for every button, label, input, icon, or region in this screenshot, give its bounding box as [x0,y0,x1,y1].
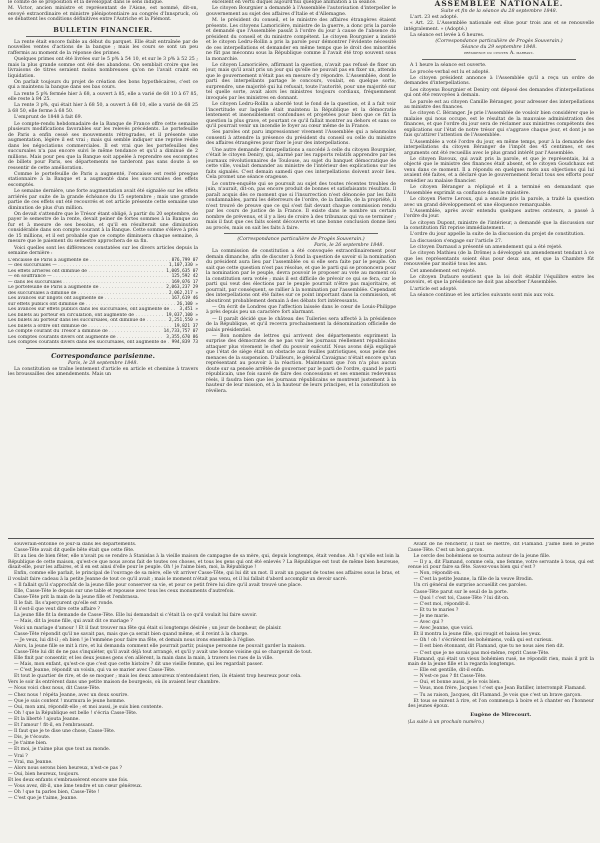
paragraph: Voici un mariage d'amour ! Et il faut trouver ma fête qui était si longtemps désirée ; un jour de bonheur, de plaisir. [14,625,282,631]
ledger-amount: 167,619 46 [171,296,198,302]
paragraph: Comme le portefeuille de Paris a augmenté, l'encaisse est resté presque stationnaire à la Banque et a augmenté dans les succursales des effets escomptés. [8,171,198,188]
paragraph: Le citoyen Darnaud a présenté un amendement qui a été rejeté. [410,245,563,251]
paragraph: — Non, répondit-on. [413,571,461,577]
paragraph: L'ordre du jour appelle la suite de la discussion du projet de constitution. [410,232,585,238]
ledger-label: L'encaisse de Paris a augmenté de . . . [8,258,170,264]
ledger-label: Les avances sur effets publics dans les succursales, ont augmenté de . . . [8,307,177,313]
upper-columns [8,0,594,535]
paragraph: L'article est adopté. [410,286,458,292]
ledger-amount: 2,063,237 29 [166,285,198,291]
dialog-line: — Vrai ? [8,753,28,759]
ledger-amount: 3,451 » [179,307,198,313]
paragraph: Le citoyen Lamoricière, affirmant la question, n'avait pas refusé de fixer un jour, mais qu'il avait pris un jour qui qu'elle ne pouvait pas en fixer un, attendu que le gouvernement n'était pas en mesure d'y répondre. L'Assemblée, dont le parti des interpellants partage le concours, voulait, en quelque sorte, surprendre, une majorité qui lui refusait, toute l'autorité, pour une majorité sur tel quelle sorte, avait alors les ministres toujours cordiaux, fréquemment invoqués par les ministres en donnant. [206,62,396,101]
paragraph: A 1 heure la séance est ouverte. [410,63,487,69]
paragraph: — Elle est gentille, dit-il enfin. [413,668,485,674]
seance-text [404,15,594,39]
intro-text [8,0,198,23]
paragraph: Le citoyen Bavoux, qui avait pris la parole, et que je représentais, lui a objecté que le ministre des finances était absent, et le citoyen Goudchaux est venu dans ce moment. Il a répondu en quelques mots aux objections qui lui avaient été faites, et a déclaré que le gouvernement ferait tous ses efforts pour remédier au malaise financier. [404,156,594,184]
paragraph: M. Victor, ancien ministre et représentant de l'Aisne, est nommé, dit-on, envoyé extraordinaire et ministre plénipotentiaire au congrès d'Innspruck, où se débattent les conditions définitives entre l'Autriche et la Piémont. [8,6,198,23]
column-2 [206,0,396,535]
section-rule [224,233,378,234]
ledger-amount: 19,821 37 [174,323,198,329]
correspondance-caption: (Correspondance particulière de Progès Souverain.) [237,237,365,243]
dialog-line: — Oh ! que tu parles bien, Casse-Tête ! [8,790,100,796]
differences-ledger [8,258,198,346]
paragraph: « Art. 22. L'Assemblée nationale est élue pour trois ans et se renouvelle intégralement. » (Adopté.) [404,21,594,32]
paragraph: Le parole est au citoyen Camille Béranger, pour adresser des interpellations au ministre des finances. [404,99,594,111]
dialog-line: — C'est que je t'aime, Jeanne. [8,796,78,802]
feuilleton-right [408,542,594,842]
paragraph: Le citoyen Ledru-Rollin a abordé tout le fond de la question, et il a fait voir l'incertitude sur laquelle était maintenu la République et la démocratie lentement et insensiblement confondues et projetées pour bien que ce fût la question la plus grave, et pourtant ce qu'il fallait montrer au dehors et sans ce qu'il pourrait venir un incendie le foyer au cœur même de la France. [206,102,396,130]
paragraph: Une autre demande d'interpellations a succédé à celle du citoyen Bourgnier, c'était le citoyen Deniry, qui, alarmé par les rapports relatifs apprendre par les journaux révolutionnaires de Toulouse, au sujet du banquet démocratique de cette ville, voulait demander au ministre de l'intérieur des explications sur les faits signalés. C'est demain samedi que ces interpellations doivent avoir lieu. Cela promet une séance orageuse. [206,147,396,181]
feuilleton-section [8,542,594,842]
paragraph: M. le président du conseil, et le ministre des affaires étrangères étaient présents. Les citoyens Lamoricière, ministre de la guerre, a donc pris la parole et demandé que l'Assemblée passât à l'ordre du jour à cause de l'absence du président du conseil et du ministre compétent. Le citoyen Bourgnier a insisté et le citoyen Ledru-Rollin a pris la parole pour démontrer l'évidente nécessité de ces interpellations et demander en même temps que le droit des minorités ne fût pas méconnu sous la République comme il l'avait été trop souvent sous la monarchie. [206,18,396,62]
paragraph: Le citoyen Pierre Leroux, qui a ensuite pris la parole, a traité la question avec un grand développement et une éloquence remarquable. [404,197,594,208]
paragraph: Le citoyen Dufaure soutient que la loi doit établir l'équilibre entre les pouvoirs, et que la présidence ne doit pas absorber l'Assemblée. [404,274,594,286]
paragraph: — Oh ! oh ! s'écrièrent les bohémiens, voilà qui est curieux. [413,638,553,644]
dialog-line: — Oui, bien heureux, toujours. [8,771,80,777]
dialog-line: — Vrai, ma Jeanne. [8,759,53,765]
banque-text [8,122,198,257]
paragraph: L'Assemblée, après avoir entendu quelques autres orateurs, a passé à l'ordre du jour. [404,208,594,220]
paragraph: Et tout le quartier de rire, et de se moquer ; mais les deux amoureux n'entendaient rien, ils étaient trop heureux pour cela. [14,674,302,680]
paragraph: Elle, Casse-Tête le depuis sur une table et repousse avec tous les ceux monuments d'autrefois. [14,588,235,594]
paragraph: L'art. 23 est adopté. [410,15,459,20]
paragraph: — On écrit de Londres que l'affection laissée dans le cœur de Louis-Philippe à près depuis peu un caractère fort alarmant. [206,304,396,316]
commission-text [206,249,396,394]
ledger-amount: 3,355,670 86 [166,334,198,340]
paragraph: Le compte-rendu hebdomadaire de la Banque de France offre cette semaine plusieurs modifications favorables sur les relevés précédents. Le portefeuille de Paris a enfin cessé ses mouvements rétrogrades, et il présente une augmentation, légère il est vrai ; mais qui semble indiquer une reprise réelle dans les négociations commerciales. Il est vrai que les portefeuilles des succursales n'a pas encore suivi le même tendance et qu'il a diminué de 2 millions. Mais pour peu que la Banque soit appelée à reprendre ses escomptes de billets pour Paris, ses départements ne tarderont pas sans doute à se ressentir de cette amélioration. [8,121,198,171]
ledger-amount: 26,100 » [176,301,198,307]
ledger-amount: 2,062,217 » [168,290,198,296]
paragraph: souverain-entonné ce jour-là dans les départements. [14,542,137,547]
bulletin-text [8,40,198,121]
paragraph: La rente 5 p% fermée hier à 68, a ouvert à 85, elle a varié de 68 10 à 67 85, elle reste à 84 25. [8,91,198,103]
ledger-label: Les comptes courants divers ont augmenté de . . . [8,335,164,341]
heading-rule [26,36,180,37]
dialog-line: Et les deux enfants s'embrassèrent encore une fois. [8,777,129,783]
paragraph: La rente était encore faible au début du parquet. Elle était entraînée par de nouvelles ventes d'actions de la banque ; mais les cours se sont un peu raffermis au moment de la réponse des primes. [8,39,198,56]
paragraph: — Il est bien étonnant, dit Flamand, que tu ne nous aies rien dit. [413,644,565,650]
paragraph: La discussion s'engage sur l'article 27. [410,238,503,244]
dialog-line: — Et la liberté ! ajouta Jeanne. [8,716,80,722]
ledger-amount: 1,005,635 07 [166,268,198,274]
ledger-amount: 994,839 73 [171,340,198,346]
ledger-amount: 19,037,100 » [166,312,198,318]
paragraph: On parlait toujours du projet de création des bons hypothécaires, c'est ce qui a maintenu la banque dans ses bas cours. [8,79,198,91]
ledger-label: — dans les succursales . . . [8,280,170,286]
dialog-line: — Et l'amour ! fit-il, en l'embrassant. [8,723,95,729]
paragraph: L'emprunt de 1848 à fait 69. [14,115,83,121]
assemblee-nationale-heading: ASSEMBLÉE NATIONALE. [434,0,564,8]
paragraph: — Bon nombre de lettres qui arrivent des départements expriment la surprise des démocrates de ne pas voir les journaux réellement républicains attaquer plus vivement le chef du pouvoir exécutif. Nous avons déjà expliqué que l'état de siège était un obstacle aux feuilles patriotiques, sous peine des menaces de la suspension. D'ailleurs, le général Cavaignac n'était encore qu'un représentant au pouvoir à la réaction. Maintenant que l'on n'a plus aucun doute sur sa pensée arrêtée de gouverner par le parti de l'ordre, quand le parti républicain, une fois sauvé de faire des concessions et ses ennemis redevenus réels, il faudra bien que les journaux républicains se montrent justement à la hauteur de leur mission, et à la hauteur de leurs principes, et la constitution se révélera. [206,333,396,394]
paragraph: Casse-Tête prit la main de la jeune fille et l'embrassa. [14,595,140,601]
seance-subtitle: Suite et fin de la séance du 28 septembre 1848. [440,9,558,14]
paragraph: Le citoyen Mathieu (de la Drôme) a développé un amendement tendant à ce que les représentants soient élus pour deux ans, et que la Chambre fût renouvelée par moitié tous les ans. [404,251,594,268]
paragraph: — Avec qui ? [413,620,444,626]
paragraph: Il s'est-il que veut dire cette affaire ? [14,607,100,613]
paragraph: Le citoyen président annonce à l'Assemblée qu'il a reçu un ordre de demandes d'interpellations. [404,75,594,87]
dialog-line: — Il faut que je te dise une chose, Casse-Tête. [8,729,116,735]
section-rule [422,59,576,60]
ledger-label: sur effets publics ont diminué de . . . [8,302,175,308]
paragraph: Flamand, qui était un vieux bohémien rusé, ne répondit rien, mais il prit la main de la jeune fille et la regarda longtemps. [407,656,594,668]
paragraph: — Il paraît décidé que le château des Tuileries sera affecté à la présidence de la République, et qu'il recevra prochainement la dénomination officielle de palais présidentiel. [206,316,396,333]
ledger-row [8,340,198,346]
paragraph: La constitution se traîne lentement d'article en article et chemine à travers les broussailles des amendements. Mais un [8,366,198,378]
paragraph: Ses paroles ont paru impressionner vivement l'Assemblée qui a néanmoins consenti à attendre la présence du président du conseil ou celle du ministre des affaires étrangères pour fixer le jour des interpellations. [206,130,396,147]
ledger-amount: 2,251,550 » [168,318,198,324]
author-signature: Eugène de Mirecourt. [470,711,532,718]
feuilleton-separator [8,538,594,539]
paragraph: Le contre-enquête qui se poursuit au sujet des toutes récentes troubles de juin, n'aurait, dit-on, pas encore produit de bonnes et satisfaisants résultats. Il paraît acquis dès ce moment que si l'insurrection n'est dénoncée par les faits condamnables, parmi les déterreurs de l'ordre, de la famille, de la propriété, il n'est trouvé de preuve que ce qui s'est fait devant chaque commission rendu par les cours de justice de la France. Il existe dans le nombre un certain nombre de prévenus, et il y a lieu de croire à des tribunaux qui va se terminer ; mais il faut que ces faits soient découverts et une bonne conclusion donne lieu au procès, mais on sait les faits à faire. [206,181,396,231]
ledger-label: Les billets à ordre ont diminué de . . . [8,324,172,330]
paragraph: — Je me marie. [413,613,450,619]
seance-dateline: Séance du 29 septembre 1848. [461,45,537,51]
ledger-label: Le portefeuille de Paris a augmenté de . . . [8,285,164,291]
paragraph: On devait s'attendre que le Trésor étant obligé, à partir du 20 septembre, de payer le semestre de la rente, devait peiner de fortes sommes à la Banque au fur et à mesure de ses besoins, et qu'il en résulterait une diminution considérable dans son compte courant à la Banque. Cette somme s'élève à près de 15 millions, et il est probable que ce compte diminuera chaque semaine, à mesure que le paiement du semestre approchera de sa fin. [8,211,198,245]
ledger-label: des succursales a diminué de . . . [8,291,167,297]
paragraph: — Et tu te maries ? [413,607,459,613]
paragraph: « Il fallait qu'il s'approchât de la jeune fille pour conserver sa vie, et pour ce petit frère lui dire qu'il avait trouvé une place. [14,582,303,588]
presidence-line: présidence du citoyen A. marrast. [464,51,534,57]
ledger-label: Les billets au porteur en circulation, ont augmenté de . . . [8,313,164,319]
paragraph: L'Assemblée a voté l'ordre du jour, en même temps, pour à la demande des interpellations du citoyen Béranger de l'impôt des 45 centimes, et ses arguments ont été recueillis avec le plus grand intérêt par l'Assemblée. [404,139,594,156]
paragraph: Quelques primes ont été livrées sur le 5 p% à 54 10, et sur le 3 p% à 52 25 ; mais la plus grande somme ont été des abandons. On semblait croire que les livraisons de titres seraient moins nombreuses qu'on ne l'avait craint en liquidation. [8,57,198,79]
dialog-line: — Nous voici chez nous, dit Casse-Tête. [8,686,101,692]
paragraph: Et il montra la jeune fille, qui rougit et baissa les yeux. [413,632,542,638]
ledger-label: Les effets arriérés ont diminué de . . . [8,269,164,275]
paragraph: — C'est la petite Jeanne, la fille de la veuve Brodin. [413,577,534,583]
paragraph: Le cercle des bohémiens se tourna autour de la jeune fille. [413,553,551,559]
ledger-label: — des succursales — . . . [8,263,167,269]
section-rule [26,348,180,349]
paragraph: Le citoyen Béranger a répliqué et il a terminé en demandant que l'Assemblée exprimât sa confiance dans le ministère. [404,185,594,196]
ledger-amount: 876,799 07 [171,257,198,263]
paragraph: La séance continue et les articles suivants sont mis aux voix. [410,293,555,299]
dialog-line: — Vous avez, dit-il, une âme tendre et un cœur généreux. [8,783,143,789]
paragraph: Le procès-verbal est lu et adopté. [410,69,490,75]
dialog-line: — Alors nous serons bien heureux, n'est-ce pas ? [8,765,122,771]
paragraph: La commission de constitution a été convoquée extraordinairement pour demain dimanche, afin de discuter à fond la question de savoir si la nomination du président aura lieu par l'assemblée ou si elle sera faite par le peuple. On sait que cette question n'est pas résolue, et que le parti qui se prononcera pour la nomination par le peuple, devra pouvoir le proposer au vote au moment où la constitution sera votée ; mais il est difficile de prévoir ce qui se fera, car le parti qui veut des élections par le peuple pourrait n'être pas majoritaire, et pourrait, par conséquent, se rallier à la nomination par l'assemblée. Cependant des interpellations ont été faites sur ce point important dans la commission, et aboutiront probablement demain à des débats fort intéressants. [206,249,396,304]
ledger-label: Les comptes courants divers dans les succursales, ont augmenté de . . . [8,340,170,346]
dialog-line: — Je t'aime bien. [8,741,48,747]
correspondance-text [8,367,198,378]
correspondance-heading: Correspondance parisienne. [51,351,155,360]
dialog-line: — Chez nous ! répéta Jeanne, avec un doux sourire. [8,692,129,698]
paragraph: Cet amendement est rejeté. [410,268,477,274]
feuilleton-text [8,542,400,680]
seance-caption: (Correspondance particulière de Progès Souverain.) [435,39,563,45]
paragraph: Casse-Tête avait dit quelle bête était que cette fête. [14,548,135,554]
paragraph: — C'est que je ne savais pas moi-même, reprit Casse-Tête. [413,650,550,656]
paragraph: Et tous se mirent à rire, et l'on commença à boire et à chanter en l'honneur des jeunes époux. [407,698,594,710]
ledger-label: Les avances sur lingots ont augmenté de . . . [8,296,170,302]
column-2-dateline: Paris, le 26 septembre 1848. [314,243,384,249]
ledger-amount: 169,076 17 [171,279,198,285]
ledger-label: Les billets au porteur dans les succursales, ont diminué de . . . [8,318,167,324]
dialog-line: — Et moi, je t'aime plus que tout au monde. [8,747,111,753]
paragraph: — Mais, mon enfant, qu'est-ce que c'est que cette histoire ? dit une vieille femme, qui les regardait passer. [14,662,264,668]
debate-text [404,63,594,298]
paragraph: Le citoyen C. Béranger. Je prie l'Assemblée de vouloir bien considérer que le malaise qui nous occupe, est le résultat de la mauvaise administration des finances, et que l'ordre du jour sera de réclamer aux ministres compétents des explications sur l'état de notre trésor qui s'aggrave chaque jour, et dont je ne fais qu'attirer l'attention de l'Assemblée. [404,111,594,139]
ledger-amount: 1,107,330 » [168,263,198,269]
paragraph: — N'est-ce pas ? fit Casse-Tête. [413,674,487,680]
feuilleton-text-continued [408,542,594,710]
dialog-line: — Oui, mon ami, répondit-elle ; et moi aussi, je suis bien contente. [8,704,163,710]
paragraph: — Oui, et bonne aussi, je le vois bien. [413,680,501,686]
paragraph: Alors, la jeune fille se mit à rire, et lui demanda comment elle pourrait partir, puisque personne ne pouvait garder la maison. [14,643,306,649]
paragraph: Le citoyen Dupont, ministre de l'intérieur, a demandé que la discussion sur la constitution fût reprise immédiatement. [404,220,594,232]
column-3 [404,0,594,535]
bulletin-financier-heading: BULLETIN FINANCIER. [53,25,153,34]
dialog-line: Vers le soir ils entrèrent dans une petite maison de bourgeois, où ils avaient leur chambre. [8,680,220,686]
paragraph: Elle finit par consentir, et les deux jeunes gens s'en allèrent, la main dans la main, à travers les rues de la ville. [14,656,274,661]
paragraph: Il le fait. Ils s'aperçurent qu'elle est ronde. [14,601,114,607]
paragraph: — Je veux, lui dit-il ; eh bien ! je l'emmène pour faire ma fête, et demain nous irons ensemble à l'église. [14,637,256,643]
paragraph: Casse-Tête lui dit de ne pas s'inquiéter, qu'il avait déjà tout arrangé, et qu'il y avait une bonne voisine qui se chargerait de tout. [14,649,313,655]
dialog-line: — Dis, je t'écoute. [8,735,51,741]
paragraph: Les citoyens Bourgnier et Deniry ont déposé des demandes d'interpellations qui ont été renvoyées à demain. [404,87,594,99]
feuilleton-left [8,542,400,842]
paragraph: — Quoi ! c'est toi, Casse-Tête ? lui dit-on. [413,595,510,601]
paragraph: Voici quelles sont les différences constatées sur les divers articles depuis la semaine dernière : [8,245,198,257]
paragraph: — Il y a, dit Flamand, comme cela, une femme, votre servante à tous, qui est venue ici pour faire sa fête. Savez-vous bien qui c'est ? [407,559,594,571]
paragraph: — C'est moi, répondit-il. [413,601,471,607]
paragraph: La rente 3 p%, qui était hier à 68 50, a ouvert à 68 10, elle a varié de 68 25 à 68 50, elle ferme à 68 50. [8,103,198,114]
dialog-line: — Que je suis content ! murmura le jeune homme. [8,698,126,704]
paragraph: Casse-Tête parut sur le seuil de la porte. [413,589,509,595]
paragraph: le comité de se proposition et la développât dans le sens indiqué. [8,0,164,5]
ledger-amount: 125,592 42 [171,274,198,280]
column-1 [8,0,198,535]
paragraph: Le semaine dernière, une forte augmentation avait été signalée sur les effets arriérés par suite de la grande échéance du 15 septembre ; mais une grande partie de ces effets ont été recouvrés et cet article présente cette semaine une diminution de plus d'un million. [8,189,198,211]
paragraph: — Vous, mon frère, Jacques ! c'est que Jean Batiller, interrompit Flamand. [413,686,587,692]
dialog-line: — Oh ! que la République est belle ! s'écria Casse-Tête. [8,710,138,716]
paragraph: Avant de ne renchérir, il faut se mettre, dit Flamand. J'aime bien le jeune Casse-Tête. C'est un bon garçon. [407,542,594,553]
paragraph: Un cri général de surprise accueillit ces paroles. [413,583,528,589]
paragraph: — Tu as raison, Jacques, dit Flamand. Je vois que c'est un brave garçon. [413,692,582,698]
paragraph: Casse-Tête répondit qu'il ne savait pas, mais que ça serait bien quand même, et il revint à la charge. [14,631,249,637]
paragraph: Et au lieu de bien fêter, elle n'avait pu se rendre à Stanislas à la vieille maison de campagne de sa mère, qui, depuis longtemps, était vendue. Ah ! qu'elle est loin la République de cette maison, qu'est-ce que nous avons fait de toutes ces choses, et tous les gens qui ont été enlevés ? La République est tout de même bien heureuse, disait-elle, pour les affaires, et il en est ainsi d'elle pour le peuple. Oh ! je l'aime bien, moi, la République ! [8,554,400,571]
ledger-amount: 14,733,757 07 [163,329,198,335]
paragraph: — C'est Jeanne, répondit un voisin, qui va se marier avec Casse-Tête. [14,668,176,674]
paragraph: Le citoyen Bourgnier a demandé à l'Assemblée l'autorisation d'interpeller le gouvernement au sujet des affaires d'Italie et d'Allemagne. [206,6,396,17]
paragraph: La séance est levée à 6 heures. [410,33,485,39]
continuation-note: (La suite à un prochain numéro.) [407,720,485,726]
paragraph: — Mais, dit la jeune fille, qui avait dit ce mariage ? [14,619,133,625]
ledger-label: Le compte courant du Trésor a diminué de . . . [8,329,162,335]
paragraph: — Avec Jeanne, que voici. [413,626,474,632]
political-text [206,0,396,231]
paragraph: excellent en vertu duquel aujourd'hui quelque animation à la séance. [212,0,377,5]
ledger-label: — en souffrance — . . . [8,274,170,280]
paragraph: La jeune fille fit la demande de Casse-Tête. Elle lui demandait si c'était là ce qu'il voulait lui faire savoir. [14,613,257,619]
correspondance-dateline: Paris, le 28 septembre 1848. [68,360,138,366]
paragraph: Enfin, comme elle parlait, le principal de l'ouvrage de sa mère, elle vit arriver Casse-Tête, qui lui dit un mot. Il avait un paquet de toutes ses affaires sous le bras, et il voulait faire cadeau à la petite Jeanne de tout ce qu'il avait ; mais le moment n'était pas venu, et il lui fallait d'abord accomplir un devoir sacré. [8,571,400,582]
feuilleton-dialog [8,680,400,801]
